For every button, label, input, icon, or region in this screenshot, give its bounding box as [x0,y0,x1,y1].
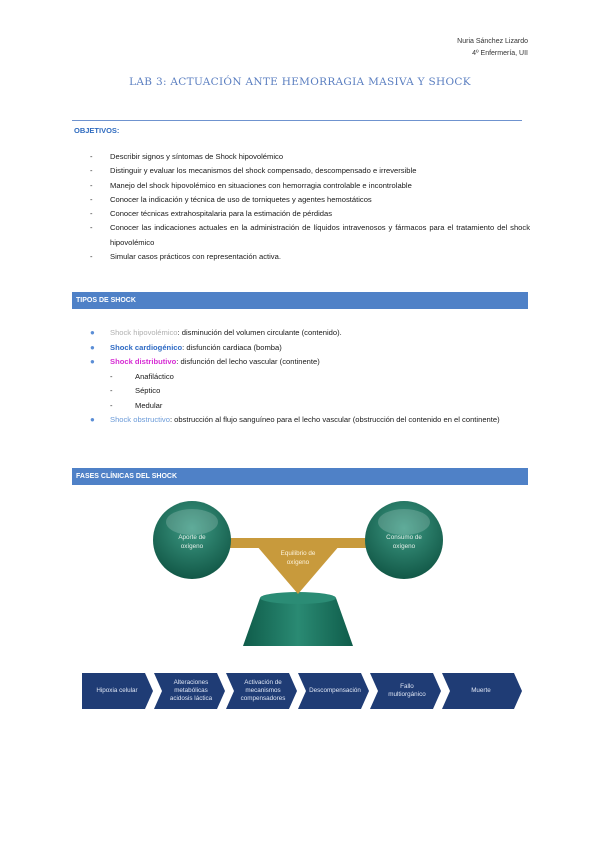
list-item: - Séptico [110,386,161,395]
balance-fulcrum [250,538,346,594]
bullet-icon: ● [90,357,95,366]
list-item: ● Shock obstructivo: obstrucción al flujo sanguíneo para el lecho vascular (obstrucción del contenido en el continente) [90,413,530,428]
list-item: - Medular [110,400,163,410]
shock-type-term: Shock hipovolémico [110,328,178,337]
supply-label-line2: oxígeno [180,543,204,550]
phase-step: Alteraciones metabólicas acidosis láctica [169,679,213,702]
pedestal-base [243,598,353,646]
course-label: 4º Enfermería, UII [472,50,528,57]
objectives-heading: OBJETIVOS: [74,126,120,135]
document-title: LAB 3: ACTUACIÓN ANTE HEMORRAGIA MASIVA Y SHOCK [129,76,471,88]
list-item: ● Shock distributivo: disfunción del lecho vascular (continente) - Anafiláctico - Séptico - Medular [90,355,530,413]
bullet-icon: ● [90,328,95,337]
phase-step: Muerte [471,687,491,694]
shock-phase-flow [82,673,522,709]
objectives-list [90,150,530,264]
list-item: - Describir signos y síntomas de Shock hipovolémico [90,152,284,161]
list-item: - Conocer las indicaciones actuales en la administración de líquidos intravenosos y fármacos para el tratamiento del shock hipovolémico [90,223,530,247]
list-item: - Conocer técnicas extrahospitalaria para la estimación de pérdidas [90,209,333,219]
phase-step: Fallo multiorgánico [388,683,426,698]
phase-step: Activación de mecanismos compensadores [240,679,286,702]
author-name: Nuria Sánchez Lizardo [457,38,528,45]
shock-type-term: Shock obstructivo [110,415,170,424]
distributive-subtypes [110,370,530,414]
bullet-icon: ● [90,342,95,352]
phase-step: Hipoxia celular [96,687,138,694]
oxygen-balance-diagram [150,500,446,648]
list-item: - Anafiláctico [110,371,174,381]
list-item: - Simular casos prácticos con representación activa. [90,252,281,262]
shock-type-term: Shock distributivo [110,357,177,366]
list-item: - Manejo del shock hipovolémico en situaciones con hemorragia controlable e incontrolable [90,180,412,190]
title-divider [72,120,522,121]
list-item: ● Shock cardiogénico: disfunción cardiaca (bomba) [90,341,530,356]
consumption-label-line1: Consumo de [386,534,422,541]
types-section-band: TIPOS DE SHOCK [72,292,528,309]
page-header [457,36,528,60]
consumption-label-line2: oxígeno [392,543,416,550]
list-item: - Conocer la indicación y técnica de uso de torniquetes y agentes hemostáticos [90,194,372,204]
supply-label-line1: Aporte de [178,534,206,541]
shock-types-list [90,326,530,428]
phases-section-band: FASES CLÍNICAS DEL SHOCK [72,468,528,485]
shock-type-term: Shock cardiogénico [110,342,183,352]
bullet-icon: ● [90,415,95,424]
balance-label-line1: Equilibrio de [280,550,316,557]
list-item: - Distinguir y evaluar los mecanismos del shock compensado, descompensado e irreversible [90,166,417,176]
phase-step: Descompensación [309,687,361,694]
balance-label-line2: oxígeno [286,559,310,566]
list-item: ● Shock hipovolémico: disminución del volumen circulante (contenido). [90,326,530,341]
